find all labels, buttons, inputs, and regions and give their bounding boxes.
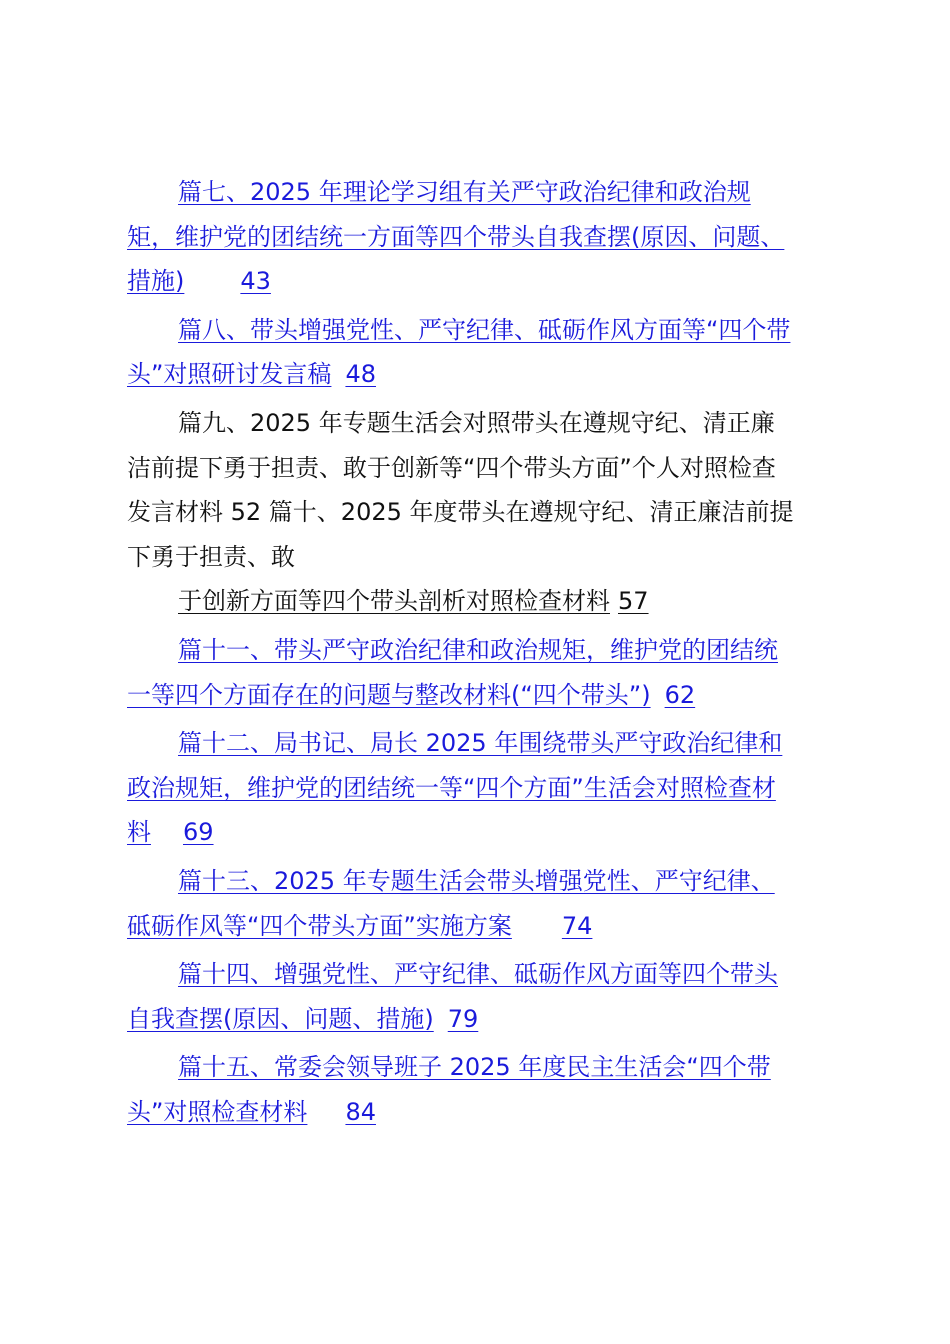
toc-entry-line[interactable] <box>127 352 832 397</box>
toc-entry-8[interactable] <box>127 308 832 397</box>
toc-entry-15[interactable] <box>127 1045 832 1134</box>
toc-entry-11[interactable] <box>127 628 832 717</box>
toc-entry-line[interactable]: 篇十二、局书记、局长 2025 年围绕带头严守政治纪律和 <box>178 729 783 758</box>
toc-entry-text[interactable]: 一等四个方面存在的问题与整改材料(“四个带头”) <box>127 680 651 709</box>
toc-entry-13[interactable] <box>127 859 832 948</box>
toc-entry-12[interactable] <box>127 721 832 855</box>
toc-entry-line[interactable] <box>127 810 832 855</box>
toc-entry-line[interactable]: 政治规矩，维护党的团结统一等“四个方面”生活会对照检查材 <box>127 773 776 802</box>
table-of-contents <box>127 170 832 1138</box>
toc-entry-text[interactable]: 措施) <box>127 267 185 296</box>
toc-entry-line: 洁前提下勇于担责、敢于创新等“四个带头方面”个人对照检查 <box>127 453 776 482</box>
toc-entry-text[interactable]: 于创新方面等四个带头剖析对照检查材料 <box>178 587 610 616</box>
toc-entry-line[interactable]: 篇七、2025 年理论学习组有关严守政治纪律和政治规 <box>178 178 751 206</box>
toc-page-number[interactable]: 84 <box>345 1097 376 1126</box>
toc-entry-line[interactable] <box>127 579 832 624</box>
toc-page-number[interactable]: 69 <box>183 818 214 847</box>
toc-entry-9 <box>127 401 832 579</box>
toc-entry-line[interactable]: 篇八、带头增强党性、严守纪律、砥砺作风方面等“四个带 <box>178 315 791 344</box>
toc-page-number[interactable]: 43 <box>240 267 271 296</box>
toc-entry-line[interactable]: 矩，维护党的团结统一方面等四个带头自我查摆(原因、问题、 <box>127 222 785 251</box>
toc-entry-line[interactable] <box>127 997 832 1042</box>
toc-entry-text[interactable]: 砥砺作风等“四个带头方面”实施方案 <box>127 911 512 940</box>
toc-entry-line: 发言材料 52 篇十、2025 年度带头在遵规守纪、清正廉洁前提 <box>127 498 794 527</box>
toc-entry-line: 下勇于担责、敢 <box>127 542 295 571</box>
toc-entry-text[interactable]: 头”对照研讨发言稿 <box>127 360 332 389</box>
toc-entry-line[interactable]: 篇十一、带头严守政治纪律和政治规矩，维护党的团结统 <box>178 635 778 664</box>
toc-entry-14[interactable] <box>127 952 832 1041</box>
toc-entry-line[interactable]: 篇十四、增强党性、严守纪律、砥砺作风方面等四个带头 <box>178 960 778 989</box>
toc-page-number[interactable]: 57 <box>618 587 649 616</box>
toc-entry-10-continuation[interactable] <box>127 579 832 624</box>
toc-entry-line[interactable]: 篇十三、2025 年专题生活会带头增强党性、严守纪律、 <box>178 866 775 895</box>
toc-entry-line: 篇九、2025 年专题生活会对照带头在遵规守纪、清正廉 <box>178 408 775 437</box>
toc-page-number[interactable]: 62 <box>664 680 696 709</box>
toc-page-number[interactable]: 48 <box>345 360 376 389</box>
toc-entry-line[interactable]: 篇十五、常委会领导班子 2025 年度民主生活会“四个带 <box>178 1053 771 1082</box>
toc-entry-line[interactable] <box>127 904 832 949</box>
toc-page-number[interactable]: 74 <box>561 911 593 940</box>
toc-entry-7[interactable] <box>127 170 832 304</box>
toc-entry-text[interactable]: 自我查摆(原因、问题、措施) <box>127 1004 434 1033</box>
toc-entry-text[interactable]: 头”对照检查材料 <box>127 1097 308 1126</box>
toc-entry-line[interactable] <box>127 1090 832 1135</box>
toc-entry-text[interactable]: 料 <box>127 818 151 847</box>
toc-entry-line[interactable] <box>127 673 832 718</box>
toc-page-number[interactable]: 79 <box>447 1004 479 1033</box>
toc-entry-line[interactable] <box>127 259 832 304</box>
